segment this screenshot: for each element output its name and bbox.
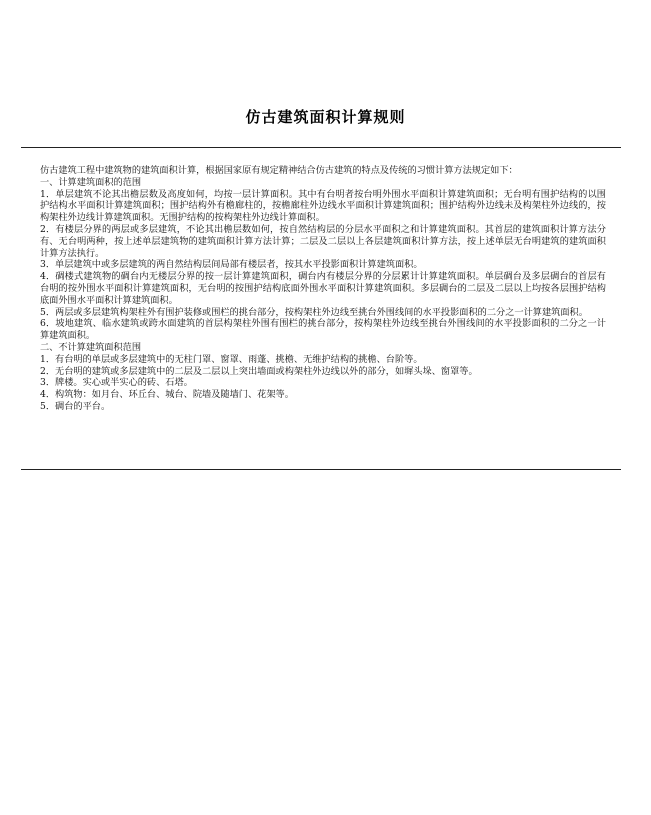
scope-item: 3．单层建筑中或多层建筑的两自然结构层间局部有楼层者，按其水平投影面积计算建筑面积。 xyxy=(40,259,423,271)
section-heading-exclusions: 二、不计算建筑面积范围 xyxy=(40,341,142,353)
intro-paragraph: 仿古建筑工程中建筑物的建筑面积计算，根据国家原有规定精神结合仿古建筑的特点及传统的习惯计算方法规定如下： xyxy=(40,165,518,176)
bottom-divider xyxy=(21,469,621,470)
exclusion-item: 1．有台明的单层或多层建筑中的无柱门罩、窗罩、雨蓬、挑檐、无维护结构的挑檐、台阶等。 xyxy=(40,353,423,365)
scope-item: 2．有楼层分界的两层或多层建筑，不论其出檐层数如何，按自然结构层的分层水平面积之和计算建筑面积。其首层的建筑面积计算方法分有、无台明两种，按上述单层建筑物的建筑面积计算方法计算；二层及二层以上各层建筑面积计算方法，按上述单层无台明建筑的建筑面积计算方法执行。 xyxy=(40,223,606,259)
exclusion-item: 4．构筑物：如月台、环丘台、城台、院墙及随墙门、花架等。 xyxy=(40,389,294,401)
section-heading-scope: 一、计算建筑面积的范围 xyxy=(40,176,142,188)
scope-item: 5．两层或多层建筑构架柱外有围护装修或围栏的挑台部分，按构架柱外边线至挑台外围线间的水平投影面积的二分之一计算建筑面积。 xyxy=(40,306,588,318)
exclusion-item: 3．牌楼。实心或半实心的砖、石塔。 xyxy=(40,377,193,389)
exclusion-item: 5．碉台的平台。 xyxy=(40,400,111,412)
document-title: 仿古建筑面积计算规则 xyxy=(245,108,406,126)
top-divider xyxy=(21,147,621,148)
scope-item: 6．坡地建筑、临水建筑或跨水面建筑的首层构架柱外围有围栏的挑台部分，按构架柱外边线至挑台外围线间的水平投影面积的二分之一计算建筑面积。 xyxy=(40,318,606,342)
document-body xyxy=(34,165,606,413)
exclusion-item: 2．无台明的建筑或多层建筑中的二层及二层以上突出墙面或构架柱外边线以外的部分，如墀头垛、窗罩等。 xyxy=(40,365,478,377)
scope-item: 1．单层建筑不论其出檐层数及高度如何，均按一层计算面积。其中有台明者按台明外围水平面积计算建筑面积；无台明有围护结构的以围护结构水平面积计算建筑面积；围护结构外有檐廊柱的，按檐廊柱外边线水平面积计算建筑面积；围护结构外边线未及构架柱外边线的，按构架柱外边线计算建筑面积。无围护结构的按构架柱外边线计算面积。 xyxy=(40,188,606,224)
scope-item: 4．碉楼式建筑物的碉台内无楼层分界的按一层计算建筑面积，碉台内有楼层分界的分层累计计算建筑面积。单层碉台及多层碉台的首层有台明的按外围水平面积计算建筑面积，无台明的按围护结构底面外围水平面积计算建筑面积。多层碉台的二层及二层以上均按各层围护结构底面外围水平面积计算建筑面积。 xyxy=(40,271,606,306)
